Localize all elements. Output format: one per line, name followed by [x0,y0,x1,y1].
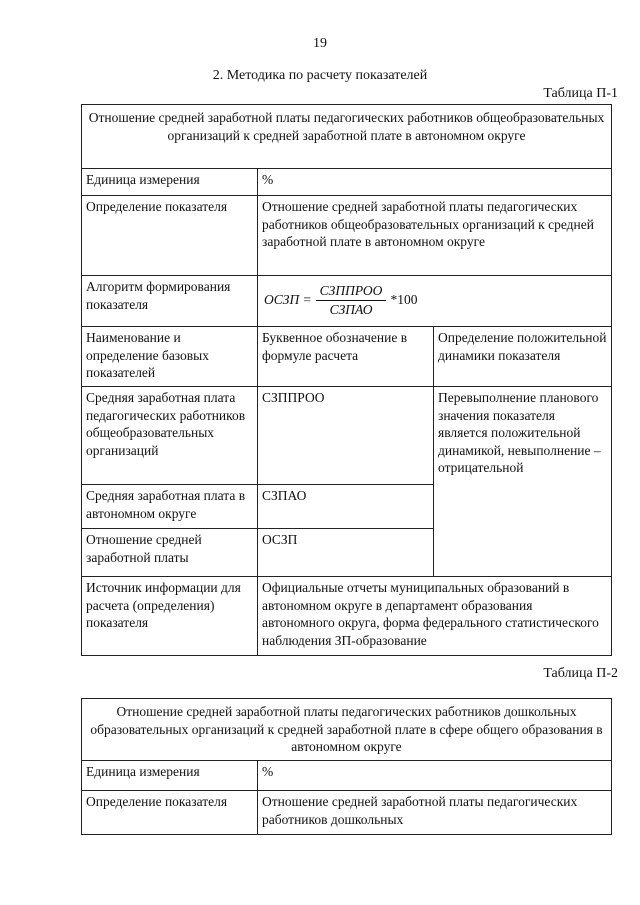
algorithm-label: Алгоритм формирования показателя [82,276,258,327]
definition-label: Определение показателя [82,196,258,276]
base-row-name: Средняя заработная плата в автономном округе [82,485,258,529]
base-header-dynamics: Определение положительной динамики показателя [434,327,612,387]
base-header-symbol: Буквенное обозначение в формуле расчета [258,327,434,387]
base-row-name: Средняя заработная плата педагогических работников общеобразовательных организаций [82,387,258,485]
table-p1 [81,104,612,656]
unit-label: Единица измерения [82,761,258,791]
formula-multiplier: *100 [390,292,418,308]
table-label-2: Таблица П-2 [543,666,618,681]
formula [258,276,612,327]
table-label-1: Таблица П-1 [543,86,618,101]
formula-fraction [316,282,387,318]
page-number: 19 [313,36,327,51]
base-header-name: Наименование и определение базовых показателей [82,327,258,387]
table-header: Отношение средней заработной платы педагогических работников дошкольных образовательных организаций к средней заработной плате в сфере общего образования в автономном округе [82,699,612,761]
unit-value: % [258,761,612,791]
base-row-name: Отношение средней заработной платы [82,529,258,577]
formula-lhs: ОСЗП = [264,292,312,308]
table-header: Отношение средней заработной платы педагогических работников общеобразовательных организаций к средней заработной плате в автономном округе [82,105,612,169]
unit-value: % [258,169,612,196]
definition-value: Отношение средней заработной платы педагогических работников дошкольных [258,791,612,835]
formula-numerator: СЗППРОО [316,282,387,301]
base-row-symbol: ОСЗП [258,529,434,577]
base-row-symbol: СЗППРОО [258,387,434,485]
table-p2 [81,698,612,835]
source-label: Источник информации для расчета (определения) показателя [82,577,258,656]
definition-label: Определение показателя [82,791,258,835]
base-row-symbol: СЗПАО [258,485,434,529]
definition-value: Отношение средней заработной платы педагогических работников общеобразовательных организаций к средней заработной плате в автономном округе [258,196,612,276]
dynamics-definition: Перевыполнение планового значения показателя является положительной динамикой, невыполнение – отрицательной [434,387,612,577]
section-title: 2. Методика по расчету показателей [212,68,428,83]
formula-denominator: СЗПАО [329,301,373,317]
source-value: Официальные отчеты муниципальных образований в автономном округе в департамент образования автономного округа, форма федерального статистического наблюдения ЗП-образование [258,577,612,656]
unit-label: Единица измерения [82,169,258,196]
